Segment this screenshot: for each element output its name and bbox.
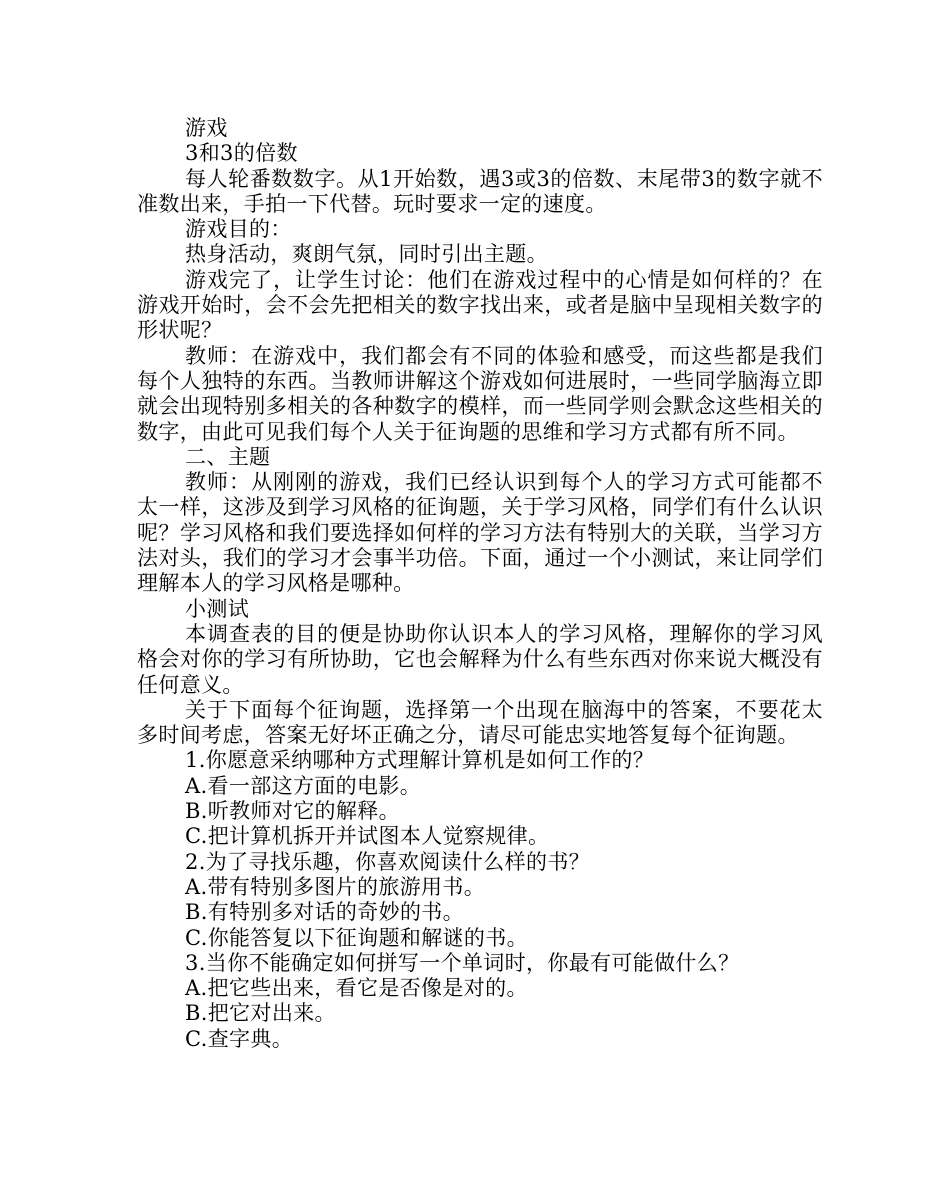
quiz-heading: 小测试 [185,596,250,621]
question-2-option-a: A.带有特别多图片的旅游用书。 [185,874,486,899]
question-2-option-b: B.有特别多对话的奇妙的书。 [185,900,465,925]
quiz-purpose: 本调查表的目的便是协助你认识本人的学习风格，理解你的学习风格会对你的学习有所协助，它也会解释为什么有些东西对你来说大概没有任何意义。 [137,621,823,697]
section-heading-game: 游戏 [185,116,228,140]
question-3-option-c: C.查字典。 [185,1026,294,1051]
question-1-option-b: B.听教师对它的解释。 [185,799,400,824]
question-2-option-c: C.你能答复以下征询题和解谜的书。 [185,925,528,950]
teacher-summary: 教师：在游戏中，我们都会有不同的体验和感受，而这些都是我们每个人独特的东西。当教师讲解这个游戏如何进展时，一些同学脑海立即就会出现特别多相关的各种数字的模样，而一些同学则会默念这些相关的数字，由此可见我们每个人关于征询题的思维和学习方式都有所不同。 [137,343,823,444]
question-3: 3.当你不能确定如何拼写一个单词时，你最有可能做什么？ [185,950,740,975]
document-body [137,116,823,1052]
section-heading-theme: 二、主题 [185,444,271,469]
game-purpose: 热身活动，爽朗气氛，同时引出主题。 [185,242,548,267]
game-title: 3和3的倍数 [185,141,298,166]
question-1-option-a: A.看一部这方面的电影。 [185,773,422,798]
game-purpose-heading: 游戏目的： [185,217,292,242]
question-3-option-a: A.把它些出来，看它是否像是对的。 [185,976,528,1001]
question-3-option-b: B.把它对出来。 [185,1001,336,1026]
teacher-theme-intro: 教师：从刚刚的游戏，我们已经认识到每个人的学习方式可能都不太一样，这涉及到学习风格的征询题，关于学习风格，同学们有什么认识呢？学习风格和我们要选择如何样的学习方法有特别大的关联，当学习方法对头，我们的学习才会事半功倍。下面，通过一个小测试，来让同学们理解本人的学习风格是哪种。 [137,470,823,596]
quiz-instructions: 关于下面每个征询题，选择第一个出现在脑海中的答案，不要花太多时间考虑，答案无好坏正确之分，请尽可能忠实地答复每个征询题。 [137,697,823,748]
game-rules: 每人轮番数数字。从1开始数，遇3或3的倍数、末尾带3的数字就不准数出来，手拍一下代替。玩时要求一定的速度。 [137,166,823,216]
question-2: 2.为了寻找乐趣，你喜欢阅读什么样的书？ [185,849,591,874]
question-1: 1.你愿意采纳哪种方式理解计算机是如何工作的？ [185,748,655,773]
game-discussion: 游戏完了，让学生讨论：他们在游戏过程中的心情是如何样的？在游戏开始时，会不会先把相关的数字找出来，或者是脑中呈现相关数字的形状呢？ [137,267,823,343]
question-1-option-c: C.把计算机拆开并试图本人觉察规律。 [185,824,550,849]
